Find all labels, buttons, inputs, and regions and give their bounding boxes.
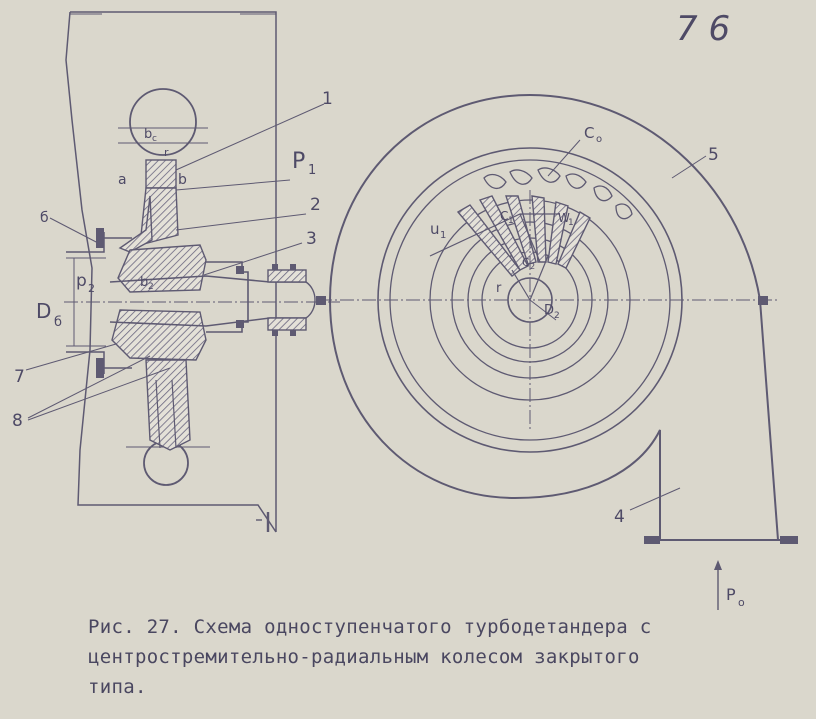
label-8: 8: [12, 411, 23, 431]
label-b2-sub: 2: [148, 282, 154, 292]
label-p2-sub: 2: [88, 282, 95, 295]
label-w1: W: [558, 211, 570, 225]
label-7: 7: [14, 367, 25, 387]
label-c0-sub: o: [596, 134, 603, 145]
label-u1: u: [430, 220, 440, 238]
impeller-hub: [118, 245, 206, 292]
label-b2: b: [140, 275, 149, 290]
label-db: D: [36, 299, 52, 323]
label-p2: p: [76, 271, 87, 291]
label-p1: P: [292, 149, 306, 174]
label-p0: P: [726, 585, 736, 604]
label-p1-sub: 1: [308, 163, 317, 178]
label-d2-sub: 2: [554, 311, 560, 321]
caption-line-3: типа.: [88, 676, 147, 698]
label-3: 3: [306, 229, 317, 249]
caption-line-1: Рис. 27. Схема одноступенчатого турбодетандера с: [88, 616, 652, 638]
label-a: a: [118, 172, 127, 188]
label-r-right: r: [496, 281, 502, 296]
corner-mark: 7 6: [676, 9, 731, 49]
caption-line-2: центростремительно-радиальным колесом закрытого: [88, 646, 640, 668]
label-w1-sub: 1: [568, 218, 574, 228]
volute-front-view: [316, 95, 798, 610]
label-c2-sub: 2: [530, 262, 536, 271]
label-r-left: r: [164, 146, 169, 159]
label-c0: C: [584, 124, 595, 142]
label-1: 1: [322, 89, 333, 109]
label-c1-sub: 1: [508, 216, 514, 226]
label-6: б: [40, 210, 49, 226]
nozzle-block: [146, 160, 176, 188]
side-section-view: [26, 12, 340, 532]
label-u1-sub: 1: [440, 230, 447, 241]
top-ball-seal: [130, 89, 196, 155]
label-d2: D: [544, 303, 555, 318]
label-5: 5: [708, 145, 719, 165]
label-p0-sub: o: [738, 596, 745, 609]
label-c2: C: [522, 256, 530, 269]
label-4: 4: [614, 507, 625, 527]
label-bc: b: [144, 127, 153, 142]
label-b: b: [178, 172, 187, 188]
label-c1: C: [500, 209, 509, 223]
label-2: 2: [310, 195, 321, 215]
label-db-sub: б: [54, 315, 63, 330]
label-bc-sub: c: [152, 134, 157, 144]
figure-caption: [88, 612, 798, 702]
